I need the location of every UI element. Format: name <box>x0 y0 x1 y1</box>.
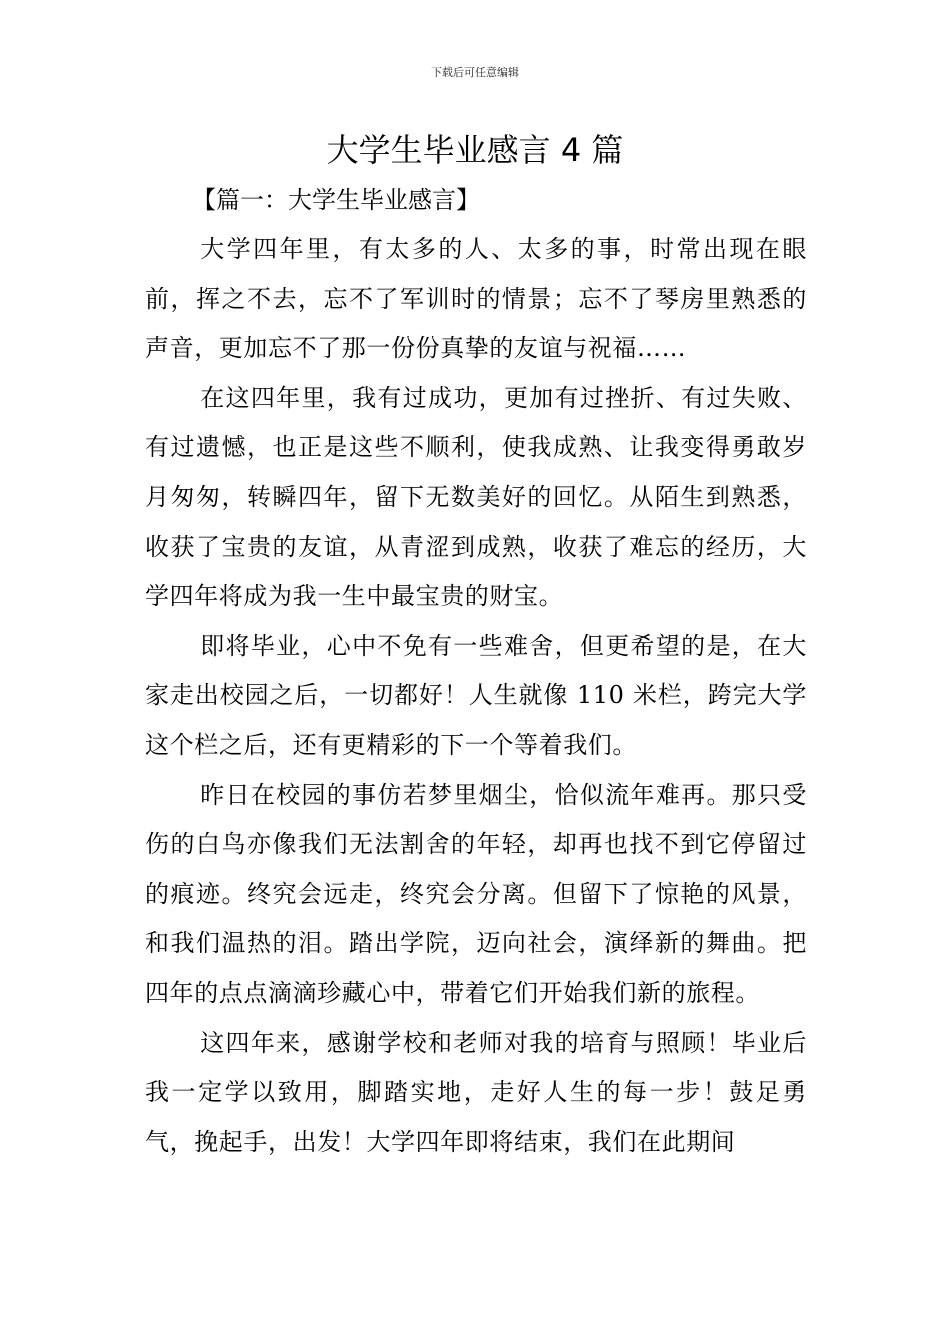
paragraph: 即将毕业，心中不免有一些难舍，但更希望的是，在大家走出校园之后，一切都好！人生就像 110 米栏，跨完大学这个栏之后，还有更精彩的下一个等着我们。 <box>145 631 807 759</box>
paragraph: 大学四年里，有太多的人、太多的事，时常出现在眼前，挥之不去，忘不了军训时的情景；忘不了琴房里熟悉的声音，更加忘不了那一份份真挚的友谊与祝福…… <box>145 235 807 363</box>
section-heading: 【篇一：大学生毕业感言】 <box>192 186 480 214</box>
paragraph: 这四年来，感谢学校和老师对我的培育与照顾！毕业后我一定学以致用，脚踏实地，走好人生的每一步！鼓足勇气，挽起手，出发！大学四年即将结束，我们在此期间 <box>145 1028 807 1156</box>
document-title: 大学生毕业感言 4 篇 <box>326 131 624 169</box>
paragraph: 昨日在校园的事仿若梦里烟尘，恰似流年难再。那只受伤的白鸟亦像我们无法割舍的年轻，却再也找不到它停留过的痕迹。终究会远走，终究会分离。但留下了惊艳的风景，和我们温热的泪。踏出学院，迈向社会，演绎新的舞曲。把四年的点点滴滴珍藏心中，带着它们开始我们新的旅程。 <box>145 780 807 1007</box>
header-note: 下载后可任意编辑 <box>431 66 519 79</box>
paragraph: 在这四年里，我有过成功，更加有过挫折、有过失败、有过遗憾，也正是这些不顺利，使我成熟、让我变得勇敢岁月匆匆，转瞬四年，留下无数美好的回忆。从陌生到熟悉，收获了宝贵的友谊，从青涩到成熟，收获了难忘的经历，大学四年将成为我一生中最宝贵的财宝。 <box>145 383 807 611</box>
document-body <box>145 225 807 1167</box>
